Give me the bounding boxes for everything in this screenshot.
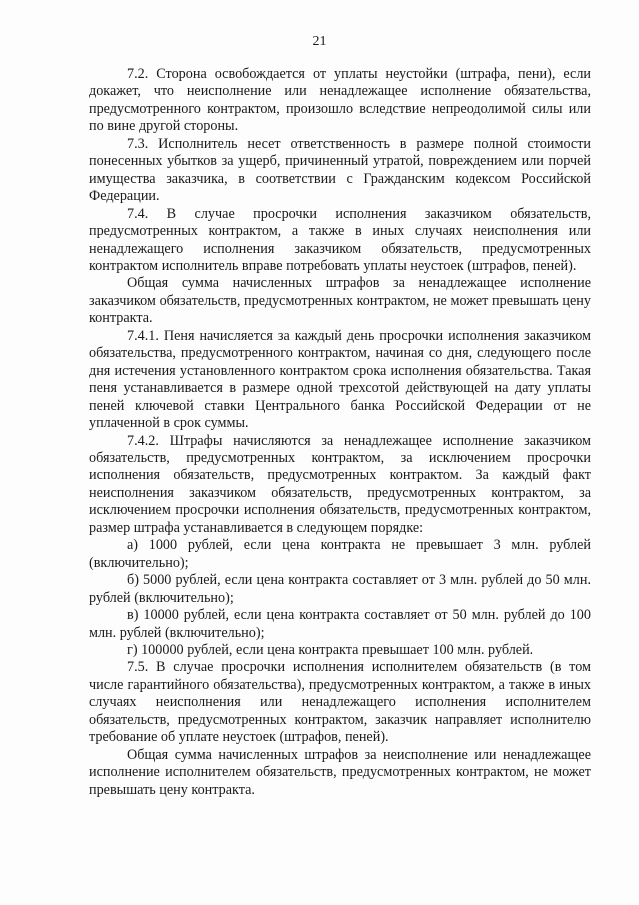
paragraph-7-2: 7.2. Сторона освобождается от уплаты неустойки (штрафа, пени), если докажет, что неисполнение или ненадлежащее исполнение обязательства, предусмотренного контрактом, произошло вследствие непреодолимой силы или по вине другой стороны. xyxy=(89,66,591,135)
list-item-c: в) 10000 рублей, если цена контракта составляет от 50 млн. рублей до 100 млн. рублей (включительно); xyxy=(89,607,591,641)
list-item-b: б) 5000 рублей, если цена контракта составляет от 3 млн. рублей до 50 млн. рублей (включительно); xyxy=(89,572,591,606)
paragraph-contractor-penalty-cap: Общая сумма начисленных штрафов за неисполнение или ненадлежащее исполнение исполнителем обязательств, предусмотренных контрактом, не может превышать цену контракта. xyxy=(89,746,591,798)
list-item-a: а) 1000 рублей, если цена контракта не превышает 3 млн. рублей (включительно); xyxy=(89,537,591,571)
paragraph-7-4: 7.4. В случае просрочки исполнения заказчиком обязательств, предусмотренных контрактом, а также в иных случаях неисполнения или ненадлежащего исполнения заказчиком обязательств, предусмотренных контрактом исполнитель вправе потребовать уплаты неустоек (штрафов, пеней). xyxy=(89,205,591,274)
paragraph-7-3: 7.3. Исполнитель несет ответственность в размере полной стоимости понесенных убытков за ущерб, причиненный утратой, повреждением или порчей имущества заказчика, в соответствии с Гражданским кодексом Российской Федерации. xyxy=(89,135,591,205)
document-body xyxy=(89,66,591,799)
list-item-d: г) 100000 рублей, если цена контракта превышает 100 млн. рублей. xyxy=(127,641,534,658)
paragraph-7-4-2: 7.4.2. Штрафы начисляются за ненадлежащее исполнение заказчиком обязательств, предусмотренных контрактом, за исключением просрочки исполнения обязательств, предусмотренных контрактом. За каждый факт неисполнения заказчиком обязательств, предусмотренных контрактом, за исключением просрочки исполнения обязательств, предусмотренных контрактом, размер штрафа устанавливается в следующем порядке: xyxy=(89,432,591,536)
page-number: 21 xyxy=(312,34,327,49)
paragraph-customer-penalty-cap: Общая сумма начисленных штрафов за ненадлежащее исполнение заказчиком обязательств, предусмотренных контрактом, не может превышать цену контракта. xyxy=(89,275,591,327)
paragraph-7-5: 7.5. В случае просрочки исполнения исполнителем обязательств (в том числе гарантийного обязательства), предусмотренных контрактом, а также в иных случаях неисполнения или ненадлежащего исполнения исполнителем обязательств, предусмотренных контрактом, заказчик направляет исполнителю требование об уплате неустоек (штрафов, пеней). xyxy=(89,659,591,746)
paragraph-7-4-1: 7.4.1. Пеня начисляется за каждый день просрочки исполнения заказчиком обязательства, предусмотренного контрактом, начиная со дня, следующего после дня истечения установленного контрактом срока исполнения обязательства. Такая пеня устанавливается в размере одной трехсотой действующей на дату уплаты пеней ключевой ставки Центрального банка Российской Федерации от не уплаченной в срок суммы. xyxy=(89,327,591,432)
